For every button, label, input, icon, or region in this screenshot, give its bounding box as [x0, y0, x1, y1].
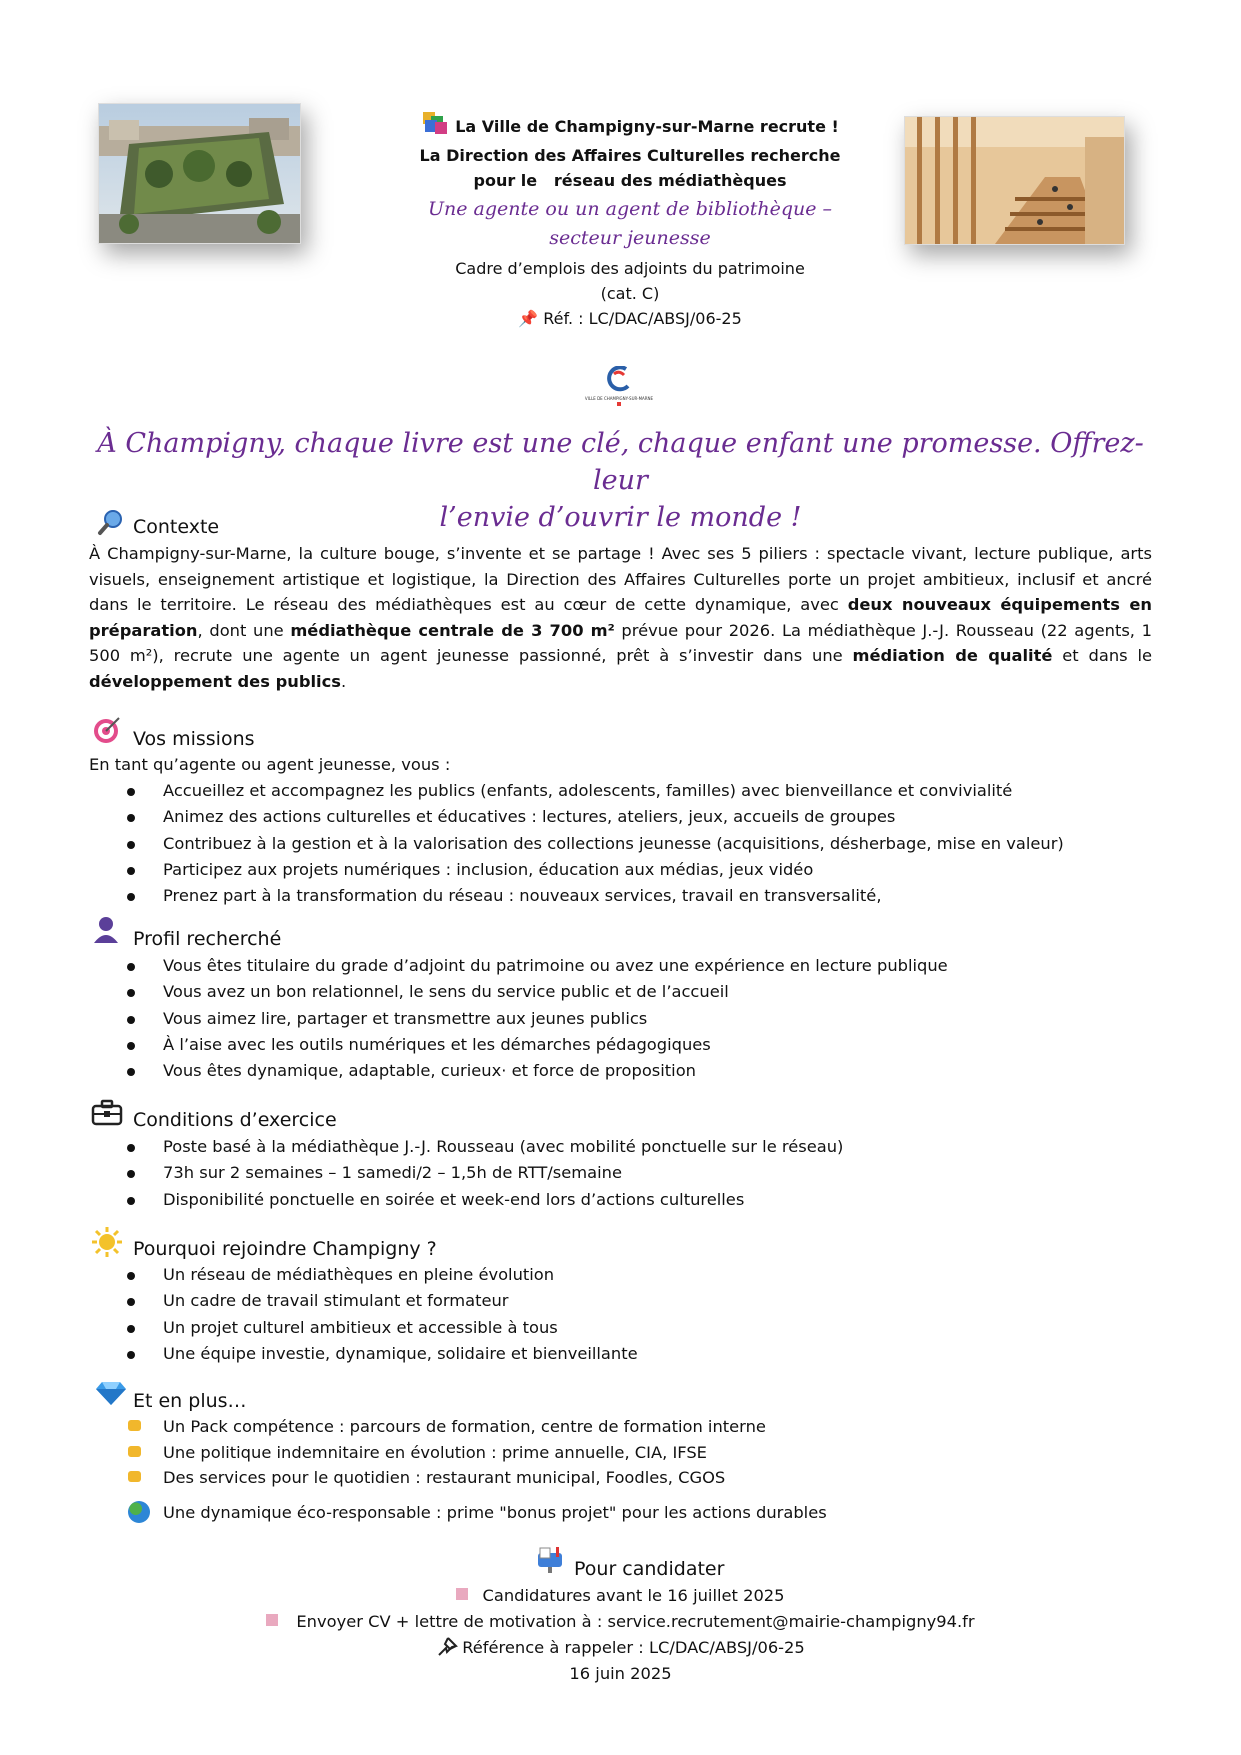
list-item: Un Pack compétence : parcours de formation, centre de formation interne [0, 1414, 827, 1440]
list-item: Contribuez à la gestion et à la valorisation des collections jeunesse (acquisitions, désherbage, mise en valeur) [0, 831, 1064, 857]
person-icon [92, 915, 122, 945]
contexte-paragraph: À Champigny-sur-Marne, la culture bouge, s’invente et se partage ! Avec ses 5 piliers : spectacle vivant, lecture publique, arts visuels, enseignement artistique et logistique, la Direction des Affaires Culturelles porte un projet ambitieux, inclusif et ancré dans le territoire. Le réseau des médiathèques est au cœur de cette dynamique, avec deux nouveaux équipements en préparation, dont une médiathèque centrale de 3 700 m² prévue pour 2026. La médiathèque J.-J. Rousseau (22 agents, 1 500 m²), recrute une agente un agent jeunesse passionné, prêt à s’investir dans une médiation de qualité et dans le développement des publics. [89, 544, 1152, 691]
section-title-missions: Vos missions [133, 728, 255, 750]
list-item: Prenez part à la transformation du réseau : nouveaux services, travail en transversalité, [0, 883, 1064, 909]
cadre-emplois: Cadre d’emplois des adjoints du patrimoine [455, 259, 805, 278]
list-item: Vous aimez lire, partager et transmettre aux jeunes publics [0, 1006, 948, 1032]
list-item: Vous avez un bon relationnel, le sens du service public et de l’accueil [0, 979, 948, 1005]
header-line-1: La Ville de Champigny-sur-Marne recrute ! [330, 112, 930, 143]
handshake-icon [128, 1471, 141, 1482]
library-interior-photo [904, 116, 1125, 245]
list-item: Animez des actions culturelles et éducatives : lectures, ateliers, jeux, accueils de groupes [0, 804, 1064, 830]
application-send-to: Envoyer CV + lettre de motivation à : service.recrutement@mairie-champigny94.fr [0, 1609, 1241, 1635]
tagline [90, 425, 1151, 536]
enplus-list [0, 1414, 827, 1525]
missions-intro: En tant qu’agente ou agent jeunesse, vous : [89, 755, 451, 774]
application-deadline: Candidatures avant le 16 juillet 2025 [0, 1583, 1241, 1609]
mailbox-icon [536, 1545, 566, 1575]
category: (cat. C) [600, 284, 660, 303]
building-photo [98, 103, 301, 244]
city-logo-text: VILLE DE CHAMPIGNY-SUR-MARNE [584, 396, 654, 401]
section-title-enplus: Et en plus… [133, 1390, 247, 1412]
header-line-3: pour le réseau des médiathèques [473, 171, 787, 190]
reference: 📌 Réf. : LC/DAC/ABSJ/06-25 [518, 309, 742, 328]
tagline-line-1: À Champigny, chaque livre est une clé, chaque enfant une promesse. Offrez-leur [97, 428, 1144, 496]
list-item: Une dynamique éco-responsable : prime "bonus projet" pour les actions durables [0, 1500, 827, 1526]
briefcase-icon [91, 1097, 121, 1127]
application-reference: Référence à rappeler : LC/DAC/ABSJ/06-25 [0, 1635, 1241, 1664]
list-item: Un réseau de médiathèques en pleine évolution [0, 1262, 638, 1288]
list-item: Vous êtes titulaire du grade d’adjoint du patrimoine ou avez une expérience en lecture publique [0, 953, 948, 979]
profil-list [0, 953, 948, 1084]
section-title-contexte: Contexte [133, 516, 220, 538]
header-line-2: La Direction des Affaires Culturelles recherche [419, 146, 841, 165]
colored-squares-icon [421, 112, 451, 143]
list-item: Une politique indemnitaire en évolution : prime annuelle, CIA, IFSE [0, 1440, 827, 1466]
tagline-line-2: l’envie d’ouvrir le monde ! [439, 502, 802, 533]
handshake-icon [128, 1420, 141, 1431]
handshake-icon [128, 1446, 141, 1457]
missions-list [0, 778, 1064, 909]
section-title-pourquoi: Pourquoi rejoindre Champigny ? [133, 1238, 437, 1260]
job-header [330, 112, 930, 331]
inbox-tray-icon [456, 1588, 468, 1600]
pourquoi-list [0, 1262, 638, 1367]
list-item: Disponibilité ponctuelle en soirée et week-end lors d’actions culturelles [0, 1187, 843, 1213]
list-item: Un projet culturel ambitieux et accessible à tous [0, 1315, 638, 1341]
sun-icon [91, 1226, 121, 1256]
list-item: Participez aux projets numériques : inclusion, éducation aux médias, jeux vidéo [0, 857, 1064, 883]
gem-icon [96, 1380, 126, 1410]
list-item: Une équipe investie, dynamique, solidaire et bienveillante [0, 1341, 638, 1367]
job-title-line-2: secteur jeunesse [549, 227, 711, 249]
list-item: Accueillez et accompagnez les publics (enfants, adolescents, familles) avec bienveillance et convivialité [0, 778, 1064, 804]
list-item: À l’aise avec les outils numériques et les démarches pédagogiques [0, 1032, 948, 1058]
pushpin-icon [436, 1636, 458, 1664]
pushpin-icon: 📌 [518, 309, 539, 328]
section-title-conditions: Conditions d’exercice [133, 1109, 337, 1131]
list-item: Poste basé à la médiathèque J.-J. Rousseau (avec mobilité ponctuelle sur le réseau) [0, 1134, 843, 1160]
section-title-candidater: Pour candidater [574, 1558, 725, 1580]
globe-icon [128, 1501, 150, 1523]
magnifier-icon [96, 507, 126, 537]
list-item: Vous êtes dynamique, adaptable, curieux· et force de proposition [0, 1058, 948, 1084]
target-icon [92, 715, 122, 745]
city-logo [576, 366, 662, 406]
job-title-line-1: Une agente ou un agent de bibliothèque – [427, 198, 833, 220]
list-item: 73h sur 2 semaines – 1 samedi/2 – 1,5h de RTT/semaine [0, 1160, 843, 1186]
inbox-tray-icon [266, 1614, 278, 1626]
list-item: Des services pour le quotidien : restaurant municipal, Foodles, CGOS [0, 1465, 827, 1491]
list-item: Un cadre de travail stimulant et formateur [0, 1288, 638, 1314]
conditions-list [0, 1134, 843, 1213]
section-title-profil: Profil recherché [133, 928, 282, 950]
publication-date: 16 juin 2025 [569, 1664, 672, 1683]
